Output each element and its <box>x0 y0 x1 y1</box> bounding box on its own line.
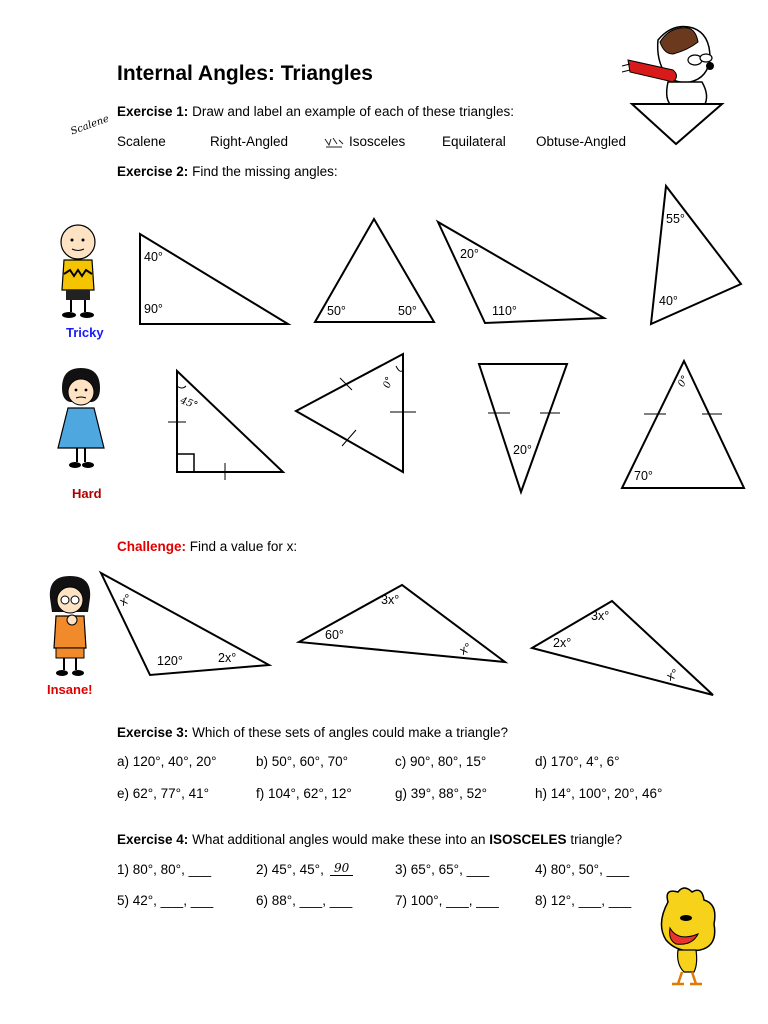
challenge-label: Challenge: <box>117 539 187 554</box>
exercise-4-item: 2) 45°, 45°, <box>256 862 324 877</box>
row1-angle-label: 50° <box>327 304 346 318</box>
insane-label: Insane! <box>47 682 93 697</box>
challenge-angle-label: x° <box>664 666 681 684</box>
exercise-1-instruction <box>117 104 514 119</box>
exercise-4-instruction <box>117 832 622 847</box>
charlie-brown-icon <box>50 222 106 322</box>
challenge-angle-label: 120° <box>157 654 183 668</box>
handwritten-scalene-note: Scalene <box>69 113 111 138</box>
challenge-triangle-1 <box>101 573 269 675</box>
row1-angle-label: 20° <box>460 247 479 261</box>
exercise-4-text-before: What additional angles would make these into an <box>192 832 486 847</box>
lucy-icon <box>48 366 114 478</box>
handwritten-answer-90: 90 <box>330 861 353 876</box>
challenge-text: Find a value for x: <box>189 539 298 554</box>
row1-angle-label: 40° <box>659 294 678 308</box>
challenge-angle-label: x° <box>457 640 474 658</box>
woodstock-icon <box>648 884 728 990</box>
exercise-3-option: b) 50°, 60°, 70° <box>256 754 349 769</box>
triangle-type-right-angled: Right-Angled <box>210 134 289 149</box>
exercise-1-label: Exercise 1: <box>117 104 189 119</box>
exercise-4-item: 8) 12°, ___, ___ <box>535 893 632 908</box>
row2-angle-label: 70° <box>634 469 653 483</box>
exercise-4-item: 6) 88°, ___, ___ <box>256 893 353 908</box>
exercise-4-item: 3) 65°, 65°, ___ <box>395 862 490 877</box>
challenge-angle-label: 3x° <box>591 609 610 623</box>
exercise-3-instruction <box>117 725 508 740</box>
exercise-3-option: d) 170°, 4°, 6° <box>535 754 620 769</box>
exercise-3-option: e) 62°, 77°, 41° <box>117 786 210 801</box>
exercise-4-item: 7) 100°, ___, ___ <box>395 893 499 908</box>
exercise-2-label: Exercise 2: <box>117 164 189 179</box>
row1-angle-label: 110° <box>492 304 517 318</box>
exercise-4-text-after: triangle? <box>570 832 623 847</box>
row1-angle-label: 90° <box>144 302 163 316</box>
page-title: Internal Angles: Triangles <box>117 62 373 85</box>
row1-angle-label: 55° <box>666 212 685 226</box>
exercise-3-option: g) 39°, 88°, 52° <box>395 786 488 801</box>
exercise-3-option: h) 14°, 100°, 20°, 46° <box>535 786 663 801</box>
exercise-2-text: Find the missing angles: <box>192 164 338 179</box>
exercise-3-option: f) 104°, 62°, 12° <box>256 786 352 801</box>
exercise-3-option: a) 120°, 40°, 20° <box>117 754 217 769</box>
row2-angle-label: 45° <box>178 395 200 412</box>
challenge-angle-label: x° <box>117 591 134 609</box>
row2-angle-label: 0° <box>676 373 692 390</box>
row2-angle-label: 0° <box>381 375 396 390</box>
row2-triangle-3 <box>479 364 567 492</box>
exercise-4-item: 4) 80°, 50°, ___ <box>535 862 630 877</box>
exercise-4-label: Exercise 4: <box>117 832 189 847</box>
hard-label: Hard <box>72 486 102 501</box>
challenge-angle-label: 2x° <box>218 651 237 665</box>
exercise-4-text-bold: ISOSCELES <box>489 832 567 847</box>
tricky-label: Tricky <box>66 325 104 340</box>
triangle-type-obtuse-angled: Obtuse-Angled <box>536 134 627 149</box>
exercise-3-text: Which of these sets of angles could make a triangle? <box>192 725 509 740</box>
exercise-4-item: 5) 42°, ___, ___ <box>117 893 214 908</box>
exercise-3-option: c) 90°, 80°, 15° <box>395 754 487 769</box>
exercise-2-instruction <box>117 164 338 179</box>
challenge-angle-label: 2x° <box>553 636 572 650</box>
challenge-triangle-2 <box>299 585 505 662</box>
challenge-instruction <box>117 539 297 554</box>
triangle-type-isosceles: Isosceles <box>349 134 406 149</box>
snoopy-pilot-icon <box>618 20 728 150</box>
exercise-4-item: 1) 80°, 80°, ___ <box>117 862 212 877</box>
row2-triangle-2 <box>296 354 403 472</box>
exercise-3-label: Exercise 3: <box>117 725 189 740</box>
row1-angle-label: 50° <box>398 304 417 318</box>
challenge-angle-label: 60° <box>325 628 344 642</box>
challenge-angle-label: 3x° <box>381 593 400 607</box>
scribble-mark-icon <box>323 135 345 149</box>
exercise-1-text: Draw and label an example of each of these triangles: <box>192 104 515 119</box>
row1-triangle-3 <box>438 222 604 323</box>
row2-angle-label: 20° <box>513 443 532 457</box>
row2-triangle-1 <box>177 371 283 472</box>
marcie-icon <box>40 572 100 680</box>
triangle-type-equilateral: Equilateral <box>442 134 506 149</box>
triangle-type-scalene: Scalene <box>117 134 166 149</box>
row1-angle-label: 40° <box>144 250 163 264</box>
